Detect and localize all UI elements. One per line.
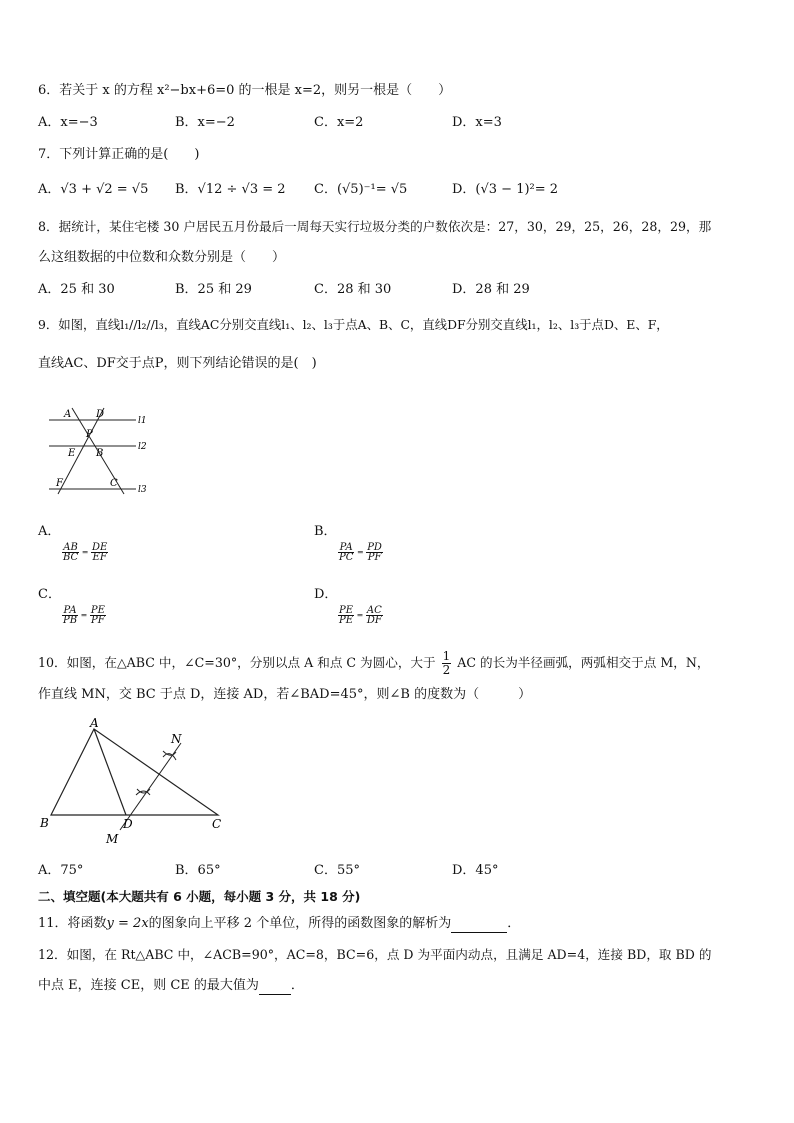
q9-option-b-equation: $\frac{PA}{PC}$ = $\frac{PD}{PF}$ [339, 542, 382, 563]
q10-label-d: D [123, 817, 133, 831]
q9-option-d [314, 586, 383, 625]
q10-fraction: $\frac{1}{2}$ [442, 649, 451, 677]
q9-option-a-letter: A． [38, 524, 61, 539]
q9-label-f: F [56, 478, 63, 489]
q10-figure [36, 715, 236, 850]
q9-option-d-letter: D． [314, 587, 338, 602]
q9-option-a-equation: $\frac{AB}{BC}$ = $\frac{DE}{EF}$ [63, 542, 108, 563]
q7-option-a: A．√3 + √2 = √5 [38, 182, 149, 197]
q8-option-b: B．25 和 29 [175, 282, 252, 297]
q9-label-a: A [64, 409, 72, 420]
q9-option-b [314, 523, 383, 562]
q12-answer-blank[interactable] [259, 982, 291, 995]
q8-option-d: D．28 和 29 [452, 282, 530, 297]
q9-stem-line2: 直线AC、DF交于点P，则下列结论错误的是( ) [38, 356, 317, 371]
q9-label-l2: l2 [138, 442, 147, 452]
q11-formula: y = 2x [106, 916, 149, 931]
q7-option-d: D．(√3 − 1)²= 2 [452, 182, 559, 197]
q9-option-c-equation: $\frac{PA}{PB}$ = $\frac{PE}{PF}$ [63, 605, 105, 626]
q9-label-d: D [96, 409, 105, 420]
q7-option-c: C．(√5)⁻¹= √5 [314, 182, 408, 197]
q10-option-c: C．55° [314, 863, 360, 878]
q9-label-l3: l3 [138, 485, 147, 495]
q8-option-c: C．28 和 30 [314, 282, 392, 297]
q8-option-a: A．25 和 30 [38, 282, 115, 297]
q9-figure [44, 400, 154, 500]
q12-stem-line1: 12．如图，在 Rt△ABC 中，∠ACB=90°，AC=8，BC=6，点 D 为平面内动点，且满足 AD=4，连接 BD，取 BD 的 [38, 947, 712, 962]
q12-stem-line2: 中点 E，连接 CE，则 CE 的最大值为 ． [38, 978, 304, 993]
q9-label-e: E [68, 448, 76, 459]
q9-option-d-equation: $\frac{PE}{PE}$ = $\frac{AC}{DF}$ [339, 605, 382, 626]
q9-option-a [38, 523, 108, 562]
q10-stem-line1 [38, 650, 709, 677]
q9-label-p: P [86, 429, 93, 440]
q6-option-b: B．x=−2 [175, 115, 235, 130]
q9-option-c [38, 586, 106, 625]
q10-stem-line2: 作直线 MN，交 BC 于点 D，连接 AD，若∠BAD=45°，则∠B 的度数为（ ） [38, 687, 532, 702]
q10-label-c: C [212, 817, 222, 831]
q6-option-c: C．x=2 [314, 115, 364, 130]
q10-label-b: B [40, 816, 49, 830]
q10-option-d: D．45° [452, 863, 499, 878]
q10-stem-part2: AC 的长为半径画弧，两弧相交于点 M，N， [457, 655, 710, 670]
q9-label-l1: l1 [138, 416, 147, 426]
q10-label-m: M [106, 832, 119, 846]
q9-label-c: C [110, 478, 118, 489]
q8-stem-line2: 么这组数据的中位数和众数分别是（ ） [38, 250, 286, 265]
q10-label-a: A [90, 716, 99, 730]
q6-option-a: A．x=−3 [38, 115, 98, 130]
q9-stem-line1: 9．如图，直线l₁//l₂//l₃，直线AC分别交直线l₁、l₂、l₃于点A、B、C，直线DF分别交直线l₁，l₂、l₃于点D、E、F， [38, 317, 669, 332]
section-2-title: 二、填空题(本大题共有 6 小题，每小题 3 分，共 18 分) [38, 889, 361, 904]
q7-option-b: B．√12 ÷ √3 = 2 [175, 182, 286, 197]
q11-answer-blank[interactable] [451, 920, 507, 933]
q9-option-c-letter: C． [38, 587, 61, 602]
q11-stem: 11．将函数y = 2x的图象向上平移 2 个单位，所得的函数图象的解析为 ． [38, 916, 521, 931]
q6-stem: 6．若关于 x 的方程 x²−bx+6=0 的一根是 x=2，则另一根是（ ） [38, 83, 452, 98]
q7-stem: 7．下列计算正确的是( ) [38, 147, 200, 162]
q9-label-b: B [96, 448, 104, 459]
q10-option-b: B．65° [175, 863, 221, 878]
q9-option-b-letter: B． [314, 524, 337, 539]
q10-label-n: N [171, 732, 182, 746]
q10-option-a: A．75° [38, 863, 84, 878]
q8-stem-line1: 8．据统计，某住宅楼 30 户居民五月份最后一周每天实行垃圾分类的户数依次是：27，30，29，25，26，28，29，那 [38, 219, 712, 234]
q6-option-d: D．x=3 [452, 115, 502, 130]
q10-stem-part1: 10．如图，在△ABC 中，∠C=30°，分别以点 A 和点 C 为圆心，大于 [38, 655, 436, 670]
